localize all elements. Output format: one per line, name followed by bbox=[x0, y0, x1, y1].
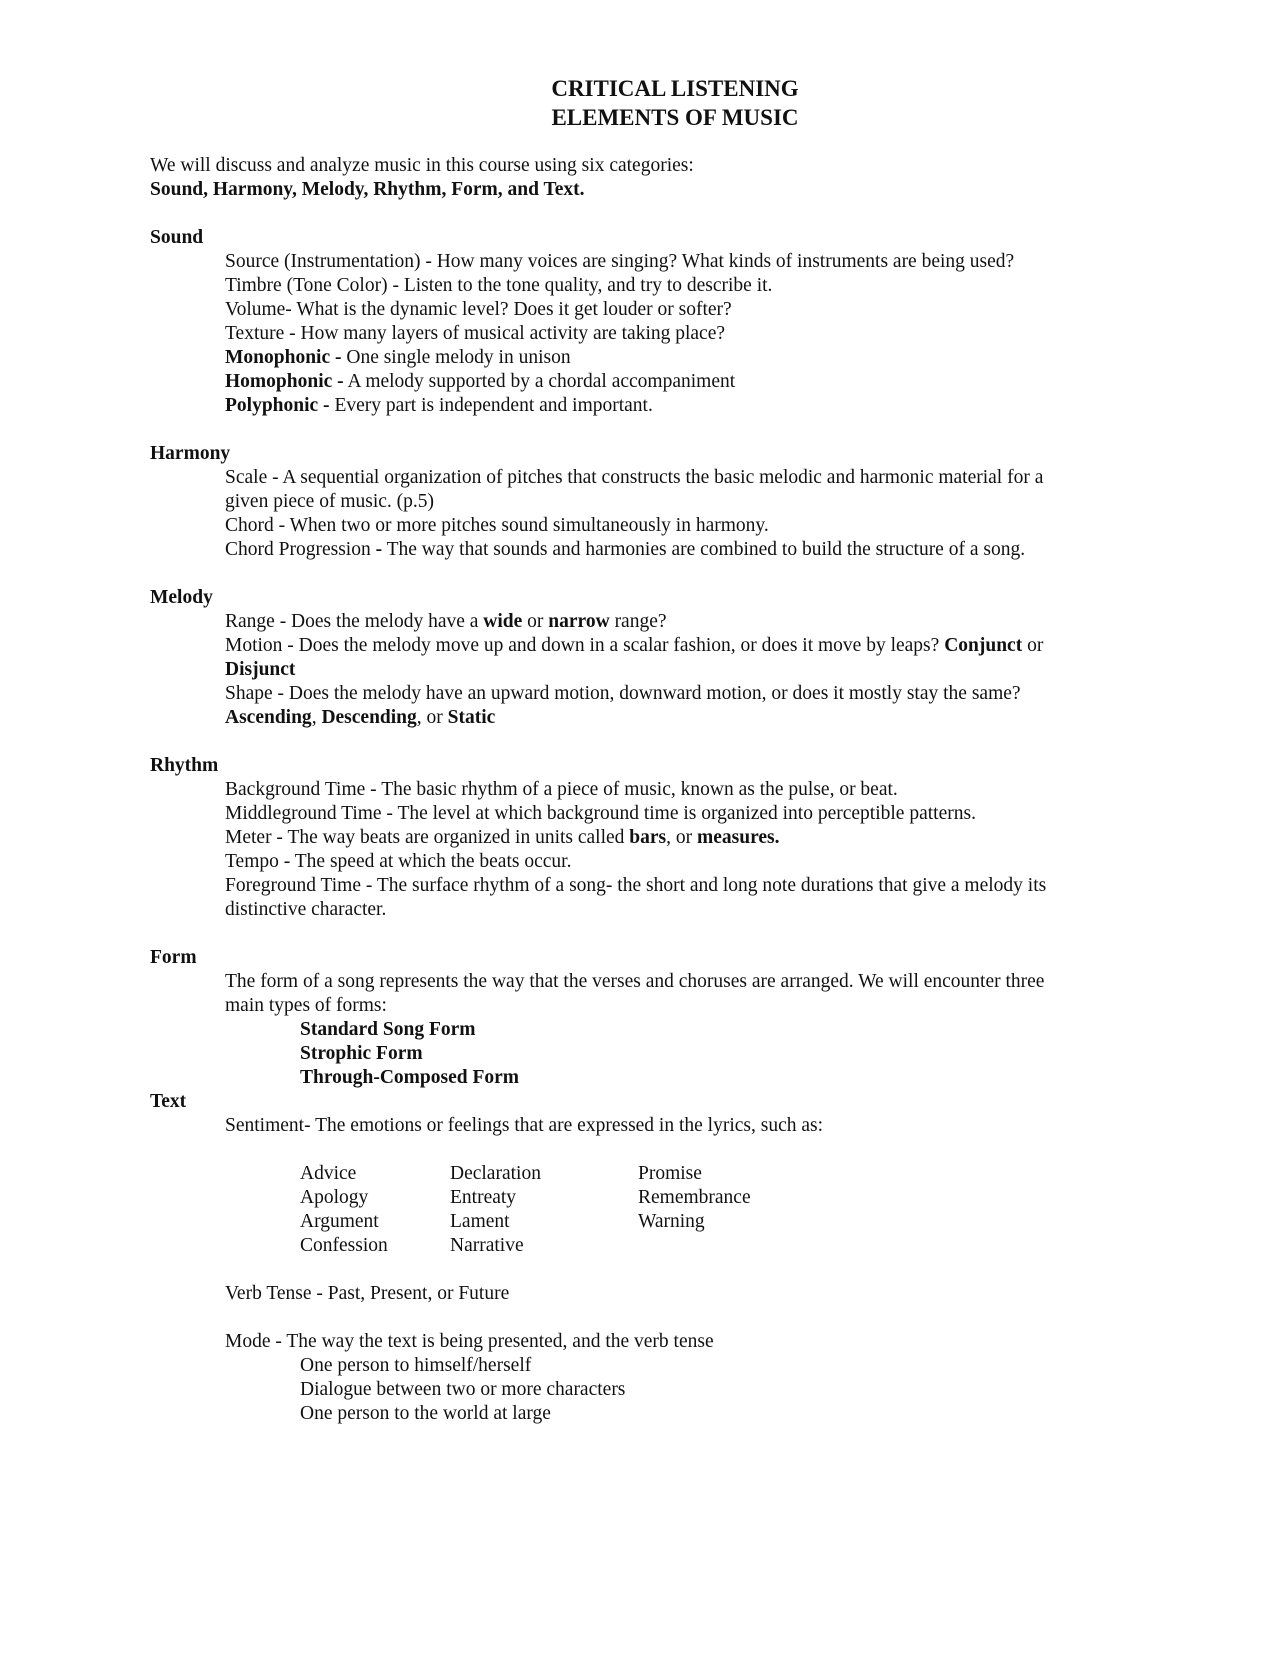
sentiment-column-3 bbox=[638, 1162, 838, 1258]
title-line-1: CRITICAL LISTENING bbox=[551, 76, 799, 101]
section-heading-rhythm: Rhythm bbox=[150, 755, 219, 776]
meter-or: , or bbox=[666, 827, 698, 848]
section-heading-melody: Melody bbox=[150, 587, 213, 608]
term-static: Static bbox=[447, 707, 496, 728]
harmony-progression bbox=[225, 538, 1150, 562]
sentiment-column-2 bbox=[450, 1162, 638, 1258]
list-item: Entreaty bbox=[450, 1187, 517, 1208]
section-heading-form: Form bbox=[150, 947, 197, 968]
list-item: Argument bbox=[300, 1211, 379, 1232]
sound-volume: Volume- What is the dynamic level? Does it get louder or softer? bbox=[225, 299, 732, 320]
range-text-b: range? bbox=[609, 611, 667, 632]
list-item: Remembrance bbox=[638, 1187, 751, 1208]
form-desc-line-2: main types of forms: bbox=[225, 995, 387, 1016]
term-narrow: narrow bbox=[548, 611, 610, 632]
text-verb-tense: Verb Tense - Past, Present, or Future bbox=[225, 1283, 510, 1304]
section-heading-text: Text bbox=[150, 1091, 187, 1112]
sound-texture: Texture - How many layers of musical activity are taking place? bbox=[225, 323, 726, 344]
rhythm-foreground-line-1: Foreground Time - The surface rhythm of a song- the short and long note durations that give a melody its bbox=[225, 875, 1047, 896]
document-title bbox=[200, 74, 1150, 132]
sentiment-word-table bbox=[300, 1162, 1150, 1258]
harmony-scale-line-1: Scale - A sequential organization of pitches that constructs the basic melodic and harmonic material for a bbox=[225, 467, 1044, 488]
text-sentiment: Sentiment- The emotions or feelings that are expressed in the lyrics, such as: bbox=[225, 1115, 824, 1136]
list-item: Confession bbox=[300, 1235, 388, 1256]
shape-comma: , bbox=[311, 707, 322, 728]
form-type-strophic: Strophic Form bbox=[300, 1043, 423, 1064]
term-bars: bars bbox=[629, 827, 667, 848]
progression-dash: - bbox=[375, 539, 383, 560]
def-chord-progression: The way that sounds and harmonies are combined to build the structure of a song. bbox=[382, 539, 1026, 560]
def-homophonic: A melody supported by a chordal accompaniment bbox=[343, 371, 736, 392]
intro-line-1: We will discuss and analyze music in this course using six categories: bbox=[150, 155, 694, 176]
melody-shape: Shape - Does the melody have an upward motion, downward motion, or does it mostly stay the same? bbox=[225, 683, 1021, 704]
term-wide: wide bbox=[483, 611, 523, 632]
intro-categories: Sound, Harmony, Melody, Rhythm, Form, and Text. bbox=[150, 179, 585, 200]
mode-item: One person to the world at large bbox=[300, 1403, 551, 1424]
rhythm-tempo: Tempo - The speed at which the beats occur. bbox=[225, 851, 572, 872]
mode-item: Dialogue between two or more characters bbox=[300, 1379, 626, 1400]
list-item: Warning bbox=[638, 1211, 705, 1232]
range-text-a: Range - Does the melody have a bbox=[225, 611, 484, 632]
meter-text: Meter - The way beats are organized in units called bbox=[225, 827, 630, 848]
term-ascending: Ascending bbox=[225, 707, 312, 728]
texture-polyphonic bbox=[225, 394, 1150, 418]
section-melody bbox=[150, 586, 1150, 730]
sentiment-column-1 bbox=[300, 1162, 450, 1258]
range-or: or bbox=[522, 611, 549, 632]
melody-shape-terms bbox=[225, 706, 1150, 730]
section-harmony bbox=[150, 442, 1150, 562]
rhythm-foreground-line-2: distinctive character. bbox=[225, 899, 387, 920]
texture-monophonic bbox=[225, 346, 1150, 370]
term-conjunct: Conjunct bbox=[944, 635, 1023, 656]
sound-source: Source (Instrumentation) - How many voices are singing? What kinds of instruments are being used? bbox=[225, 251, 1015, 272]
intro bbox=[150, 154, 1150, 202]
melody-motion bbox=[225, 634, 1150, 658]
sound-timbre: Timbre (Tone Color) - Listen to the tone quality, and try to describe it. bbox=[225, 275, 773, 296]
harmony-scale-line-2: given piece of music. (p.5) bbox=[225, 491, 435, 512]
mode-item: One person to himself/herself bbox=[300, 1355, 532, 1376]
list-item: Lament bbox=[450, 1211, 510, 1232]
section-sound bbox=[150, 226, 1150, 418]
title-line-2: ELEMENTS OF MUSIC bbox=[551, 105, 799, 130]
section-heading-harmony: Harmony bbox=[150, 443, 231, 464]
term-chord-progression: Chord Progression bbox=[225, 539, 376, 560]
rhythm-background: Background Time - The basic rhythm of a piece of music, known as the pulse, or beat. bbox=[225, 779, 898, 800]
term-homophonic: Homophonic - bbox=[225, 371, 344, 392]
term-descending: Descending bbox=[321, 707, 417, 728]
form-desc-line-1: The form of a song represents the way that the verses and choruses are arranged. We will encounter three bbox=[225, 971, 1045, 992]
shape-comma-or: , or bbox=[416, 707, 448, 728]
term-disjunct: Disjunct bbox=[225, 659, 296, 680]
melody-range bbox=[225, 610, 1150, 634]
term-polyphonic: Polyphonic - bbox=[225, 395, 330, 416]
term-monophonic: Monophonic - bbox=[225, 347, 342, 368]
rhythm-meter bbox=[225, 826, 1150, 850]
form-type-standard: Standard Song Form bbox=[300, 1019, 476, 1040]
list-item: Apology bbox=[300, 1187, 369, 1208]
term-measures: measures. bbox=[697, 827, 780, 848]
def-monophonic: One single melody in unison bbox=[341, 347, 571, 368]
list-item: Advice bbox=[300, 1163, 357, 1184]
form-type-through-composed: Through-Composed Form bbox=[300, 1067, 520, 1088]
motion-text: Motion - Does the melody move up and down in a scalar fashion, or does it move by leaps? bbox=[225, 635, 945, 656]
section-form bbox=[150, 946, 1150, 1090]
list-item: Narrative bbox=[450, 1235, 524, 1256]
texture-homophonic bbox=[225, 370, 1150, 394]
harmony-chord: Chord - When two or more pitches sound simultaneously in harmony. bbox=[225, 515, 769, 536]
section-text bbox=[150, 1090, 1150, 1426]
list-item: Promise bbox=[638, 1163, 702, 1184]
list-item: Declaration bbox=[450, 1163, 541, 1184]
text-mode: Mode - The way the text is being presented, and the verb tense bbox=[225, 1331, 714, 1352]
section-rhythm bbox=[150, 754, 1150, 922]
section-heading-sound: Sound bbox=[150, 227, 204, 248]
rhythm-middleground: Middleground Time - The level at which background time is organized into perceptible patterns. bbox=[225, 803, 976, 824]
document-page bbox=[150, 74, 1150, 1426]
def-polyphonic: Every part is independent and important. bbox=[329, 395, 653, 416]
motion-or: or bbox=[1022, 635, 1044, 656]
